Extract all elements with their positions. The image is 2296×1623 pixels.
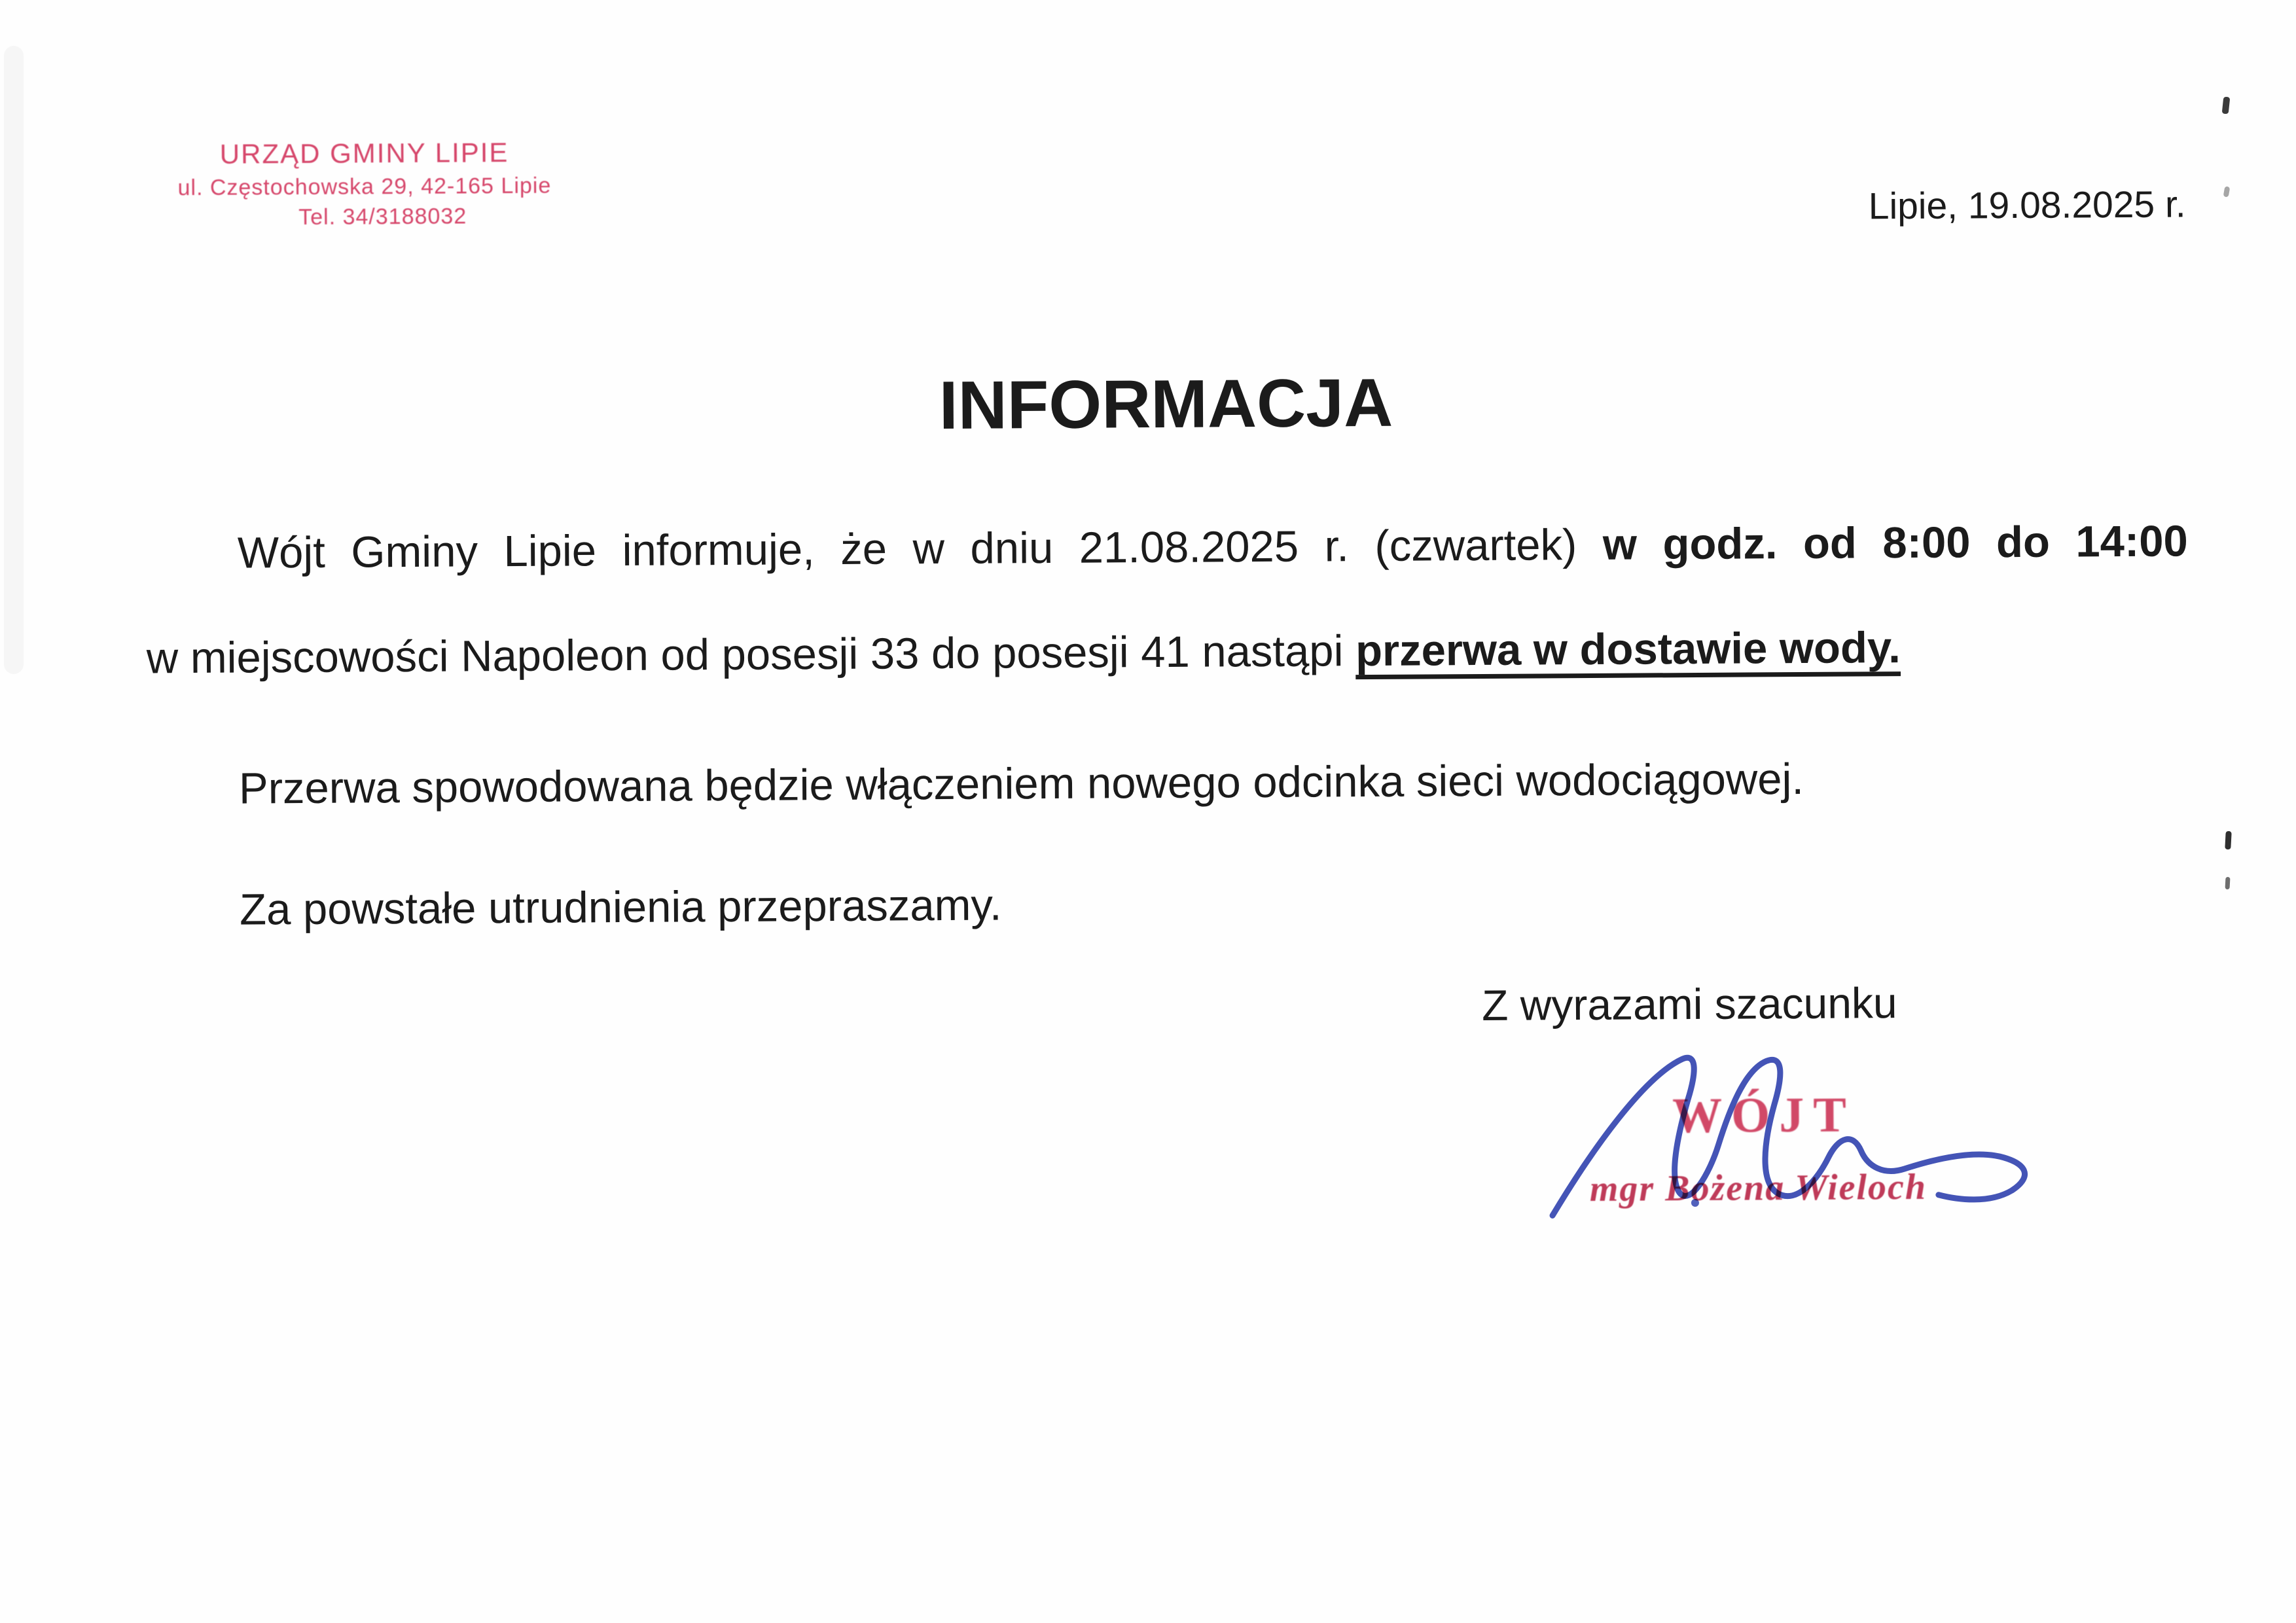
document-body <box>145 489 2190 963</box>
scan-artifact <box>2225 877 2231 889</box>
paragraph-3: Za powstałe utrudnienia przepraszamy. <box>239 880 1002 935</box>
run-location: w miejscowości Napoleon od posesji 33 do posesji 41 nastąpi <box>146 626 1356 683</box>
stamp-phone: Tel. 34/3188032 <box>298 204 467 230</box>
run-hours-bold: w godz. od 8:00 do 14:00 <box>1602 516 2189 569</box>
stamp-address: ul. Częstochowska 29, 42-165 Lipie <box>177 173 552 200</box>
office-stamp <box>150 134 579 233</box>
paragraph-2: Przerwa spowodowana będzie włączeniem nowego odcinka sieci wodociągowej. <box>238 754 1804 813</box>
stamp-office-name: URZĄD GMINY LIPIE <box>219 137 509 169</box>
paragraph-1-line-1 <box>145 489 2188 606</box>
signer-name: mgr Bożena Wieloch <box>1589 1166 1928 1210</box>
scan-streak <box>4 46 24 674</box>
run-announcement: Wójt Gminy Lipie informuje, że w dniu 21.08.2025 r. (czwartek) <box>237 520 1604 578</box>
date-line: Lipie, 19.08.2025 r. <box>1868 183 2186 228</box>
scan-artifact <box>2225 831 2231 849</box>
run-interruption-bold-underline: przerwa w dostawie wody. <box>1355 623 1901 676</box>
paragraph-1-line-2 <box>146 594 2189 711</box>
closing-salutation: Z wyrazami szacunku <box>1481 978 1897 1030</box>
document-title: INFORMACJA <box>939 365 1393 444</box>
wojt-stamp-text: WÓJT <box>1672 1087 1856 1144</box>
